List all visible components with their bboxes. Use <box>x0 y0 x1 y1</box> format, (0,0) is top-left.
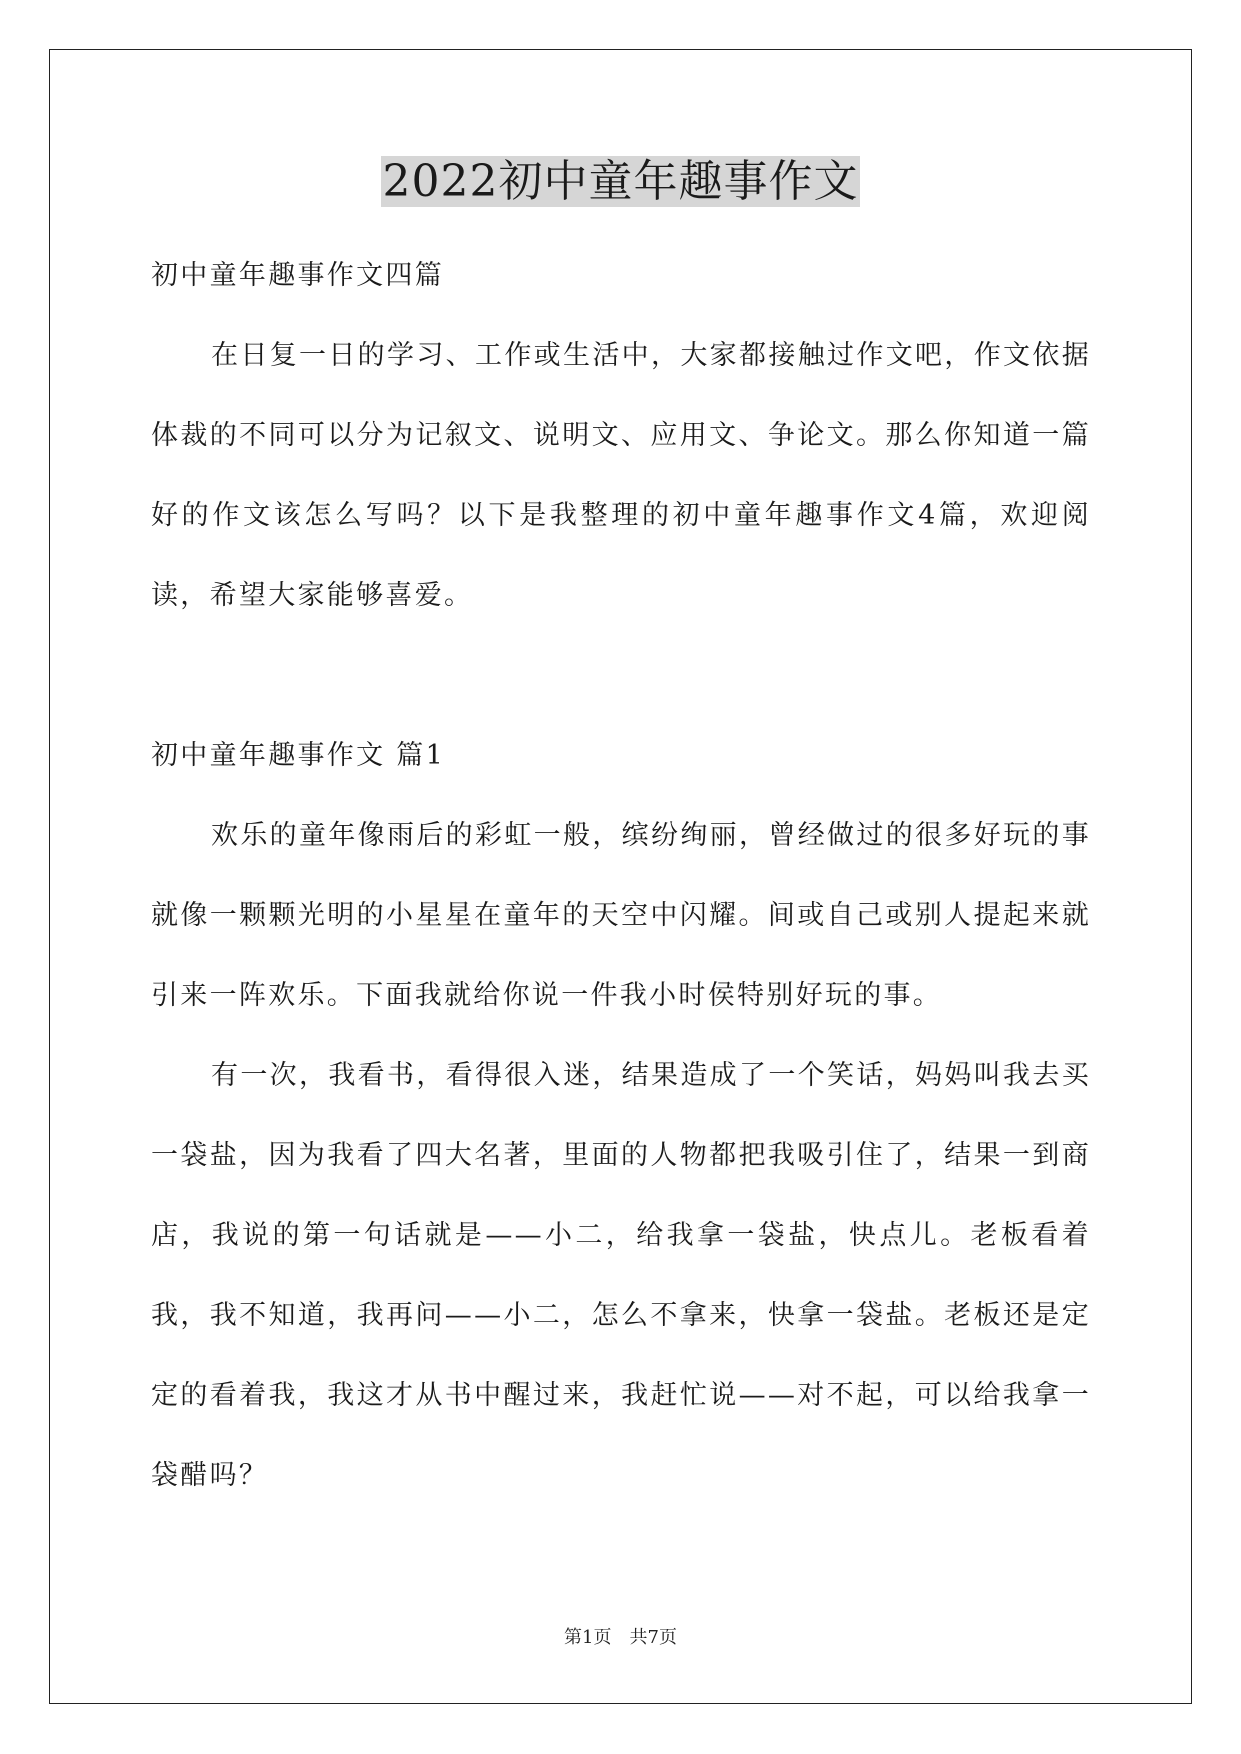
document-title <box>0 154 1241 210</box>
document-body <box>151 236 1091 1516</box>
intro-paragraph: 在日复一日的学习、工作或生活中，大家都接触过作文吧，作文依据体裁的不同可以分为记叙文、说明文、应用文、争论文。那么你知道一篇好的作文该怎么写吗？以下是我整理的初中童年趣事作文4篇，欢迎阅读，希望大家能够喜爱。 <box>151 340 1091 611</box>
page-footer: 第1页 共7页 <box>564 1627 677 1648</box>
document-subtitle: 初中童年趣事作文四篇 <box>151 260 444 291</box>
section-paragraph-2: 有一次，我看书，看得很入迷，结果造成了一个笑话，妈妈叫我去买一袋盐，因为我看了四大名著，里面的人物都把我吸引住了，结果一到商店，我说的第一句话就是——小二，给我拿一袋盐，快点儿。老板看着我，我不知道，我再问——小二，怎么不拿来，快拿一袋盐。老板还是定定的看着我，我这才从书中醒过来，我赶忙说——对不起，可以给我拿一袋醋吗？ <box>151 1060 1091 1491</box>
section-paragraph-1: 欢乐的童年像雨后的彩虹一般，缤纷绚丽，曾经做过的很多好玩的事就像一颗颗光明的小星星在童年的天空中闪耀。间或自己或别人提起来就引来一阵欢乐。下面我就给你说一件我小时侯特别好玩的事。 <box>151 820 1091 1011</box>
document-title-text: 2022初中童年趣事作文 <box>382 156 859 207</box>
section-heading: 初中童年趣事作文 篇1 <box>151 740 446 771</box>
section-spacer <box>151 636 1091 716</box>
